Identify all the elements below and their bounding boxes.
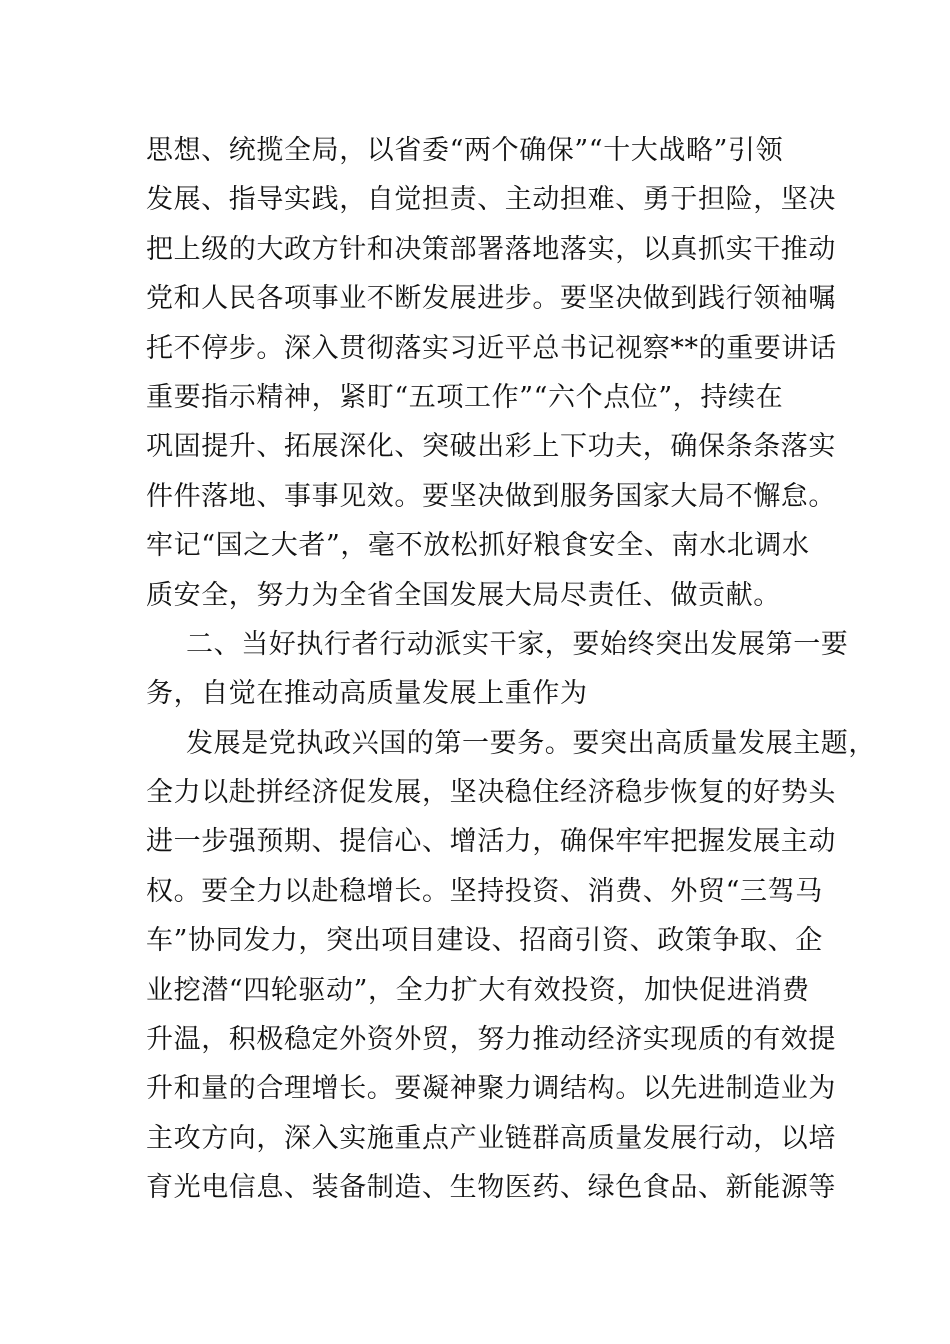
body-text [146,126,876,1213]
text-line: 育光电信息、装备制造、生物医药、绿色食品、新能源等 [146,1172,836,1204]
text-line: 巩固提升、拓展深化、突破出彩上下功夫，确保条条落实 [146,431,836,463]
text-line: 件件落地、事事见效。要坚决做到服务国家大局不懈怠。 [146,480,836,512]
text-line: 发展、指导实践，自觉担责、主动担难、勇于担险，坚决 [146,184,836,216]
text-line: 车”协同发力，突出项目建设、招商引资、政策争取、企 [146,925,823,957]
text-line: 牢记“国之大者”，毫不放松抓好粮食安全、南水北调水 [146,530,810,562]
text-line: 思想、统揽全局，以省委“两个确保”“十大战略”引领 [146,135,784,166]
text-line: 升和量的合理增长。要凝神聚力调结构。以先进制造业为 [146,1073,836,1105]
text-line: 托不停步。深入贯彻落实习近平总书记视察**的重要讲话 [146,332,837,364]
text-line: 重要指示精神，紧盯“五项工作”“六个点位”，持续在 [146,381,784,413]
text-line: 升温，积极稳定外资外贸，努力推动经济实现质的有效提 [146,1024,836,1056]
text-line: 进一步强预期、提信心、增活力，确保牢牢把握发展主动 [146,826,836,858]
section-heading-line: 务，自觉在推动高质量发展上重作为 [146,678,588,710]
text-line: 主攻方向，深入实施重点产业链群高质量发展行动，以培 [146,1122,836,1154]
text-line: 党和人民各项事业不断发展进步。要坚决做到践行领袖嘱 [146,283,836,315]
paragraph-first-line: 发展是党执政兴国的第一要务。要突出高质量发展主题， [186,727,876,759]
text-line: 全力以赴拼经济促发展，坚决稳住经济稳步恢复的好势头 [146,777,836,809]
text-line: 把上级的大政方针和决策部署落地落实，以真抓实干推动 [146,233,836,265]
text-line: 权。要全力以赴稳增长。坚持投资、消费、外贸“三驾马 [146,875,823,907]
text-line: 质安全，努力为全省全国发展大局尽责任、做贡献。 [146,579,781,611]
section-heading-line: 二、当好执行者行动派实干家，要始终突出发展第一要 [186,628,849,660]
text-line: 业挖潜“四轮驱动”，全力扩大有效投资，加快促进消费 [146,974,810,1006]
